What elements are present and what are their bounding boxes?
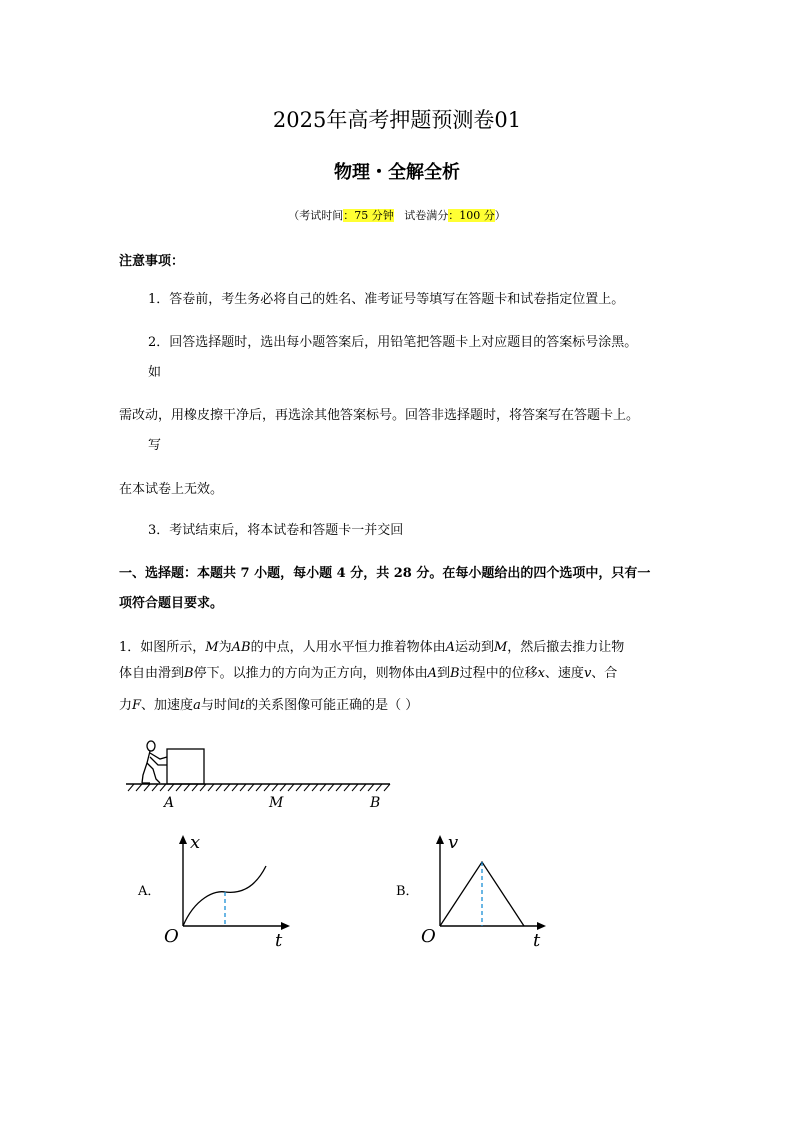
q1-text: 、速度	[544, 666, 584, 681]
q1-text: 体自由滑到	[119, 666, 185, 681]
q1-text: 力	[119, 698, 133, 713]
exam-info	[0, 207, 794, 223]
q1-text: 到	[436, 666, 450, 681]
q1-text: 运动到	[454, 640, 494, 655]
q1-text: 、加速度	[141, 698, 194, 713]
section-1-line-2: 项符合题目要求。	[119, 596, 224, 611]
q1-text: 过程中的位移	[459, 666, 538, 681]
q1-var-accel: a	[193, 698, 201, 713]
page-subtitle: 物理・全解全析	[334, 162, 460, 183]
q1-var-b: B	[450, 666, 460, 681]
q1-var-b: B	[184, 666, 194, 681]
q1-text: 的关系图像可能正确的是（ ）	[245, 698, 419, 713]
time-label: 考试时间	[299, 209, 344, 222]
note-item-2-line-2: 如	[148, 365, 162, 380]
q1-var-a: A	[445, 640, 455, 655]
x-axis-arrow-icon	[179, 835, 187, 844]
q1-text: 与时间	[200, 698, 240, 713]
v-axis-arrow-icon	[436, 835, 444, 844]
q1-var-x: x	[537, 666, 545, 681]
notes-heading: 注意事项：	[119, 254, 185, 269]
t-axis-arrow-icon	[281, 922, 290, 930]
q1-var-t: t	[239, 698, 246, 713]
origin-label: O	[421, 926, 436, 947]
page-title: 2025年高考押题预测卷01	[272, 108, 522, 132]
x-axis-label: x	[190, 832, 201, 853]
label-a: A	[164, 795, 175, 811]
origin-label: O	[164, 926, 179, 947]
q1-text: 1．如图所示，	[119, 640, 206, 655]
exam-info-close: ）	[494, 209, 506, 222]
t-axis-label: t	[533, 930, 541, 951]
exam-info-sep	[394, 209, 405, 222]
label-m: M	[269, 795, 284, 811]
ground-hatch	[128, 784, 390, 791]
note-item-2-line-4: 写	[148, 438, 162, 453]
q1-text: 的中点，人用水平恒力推着物体由	[250, 640, 446, 655]
person-icon	[142, 741, 167, 783]
score-value: ：100 分	[448, 209, 495, 222]
q1-var-v: v	[583, 666, 592, 681]
option-b-label[interactable]: B．	[396, 884, 419, 899]
option-a-label[interactable]: A．	[138, 884, 161, 899]
option-a-graph	[160, 828, 300, 953]
time-value: ：75 分钟	[343, 209, 394, 222]
score-label: 试卷满分	[404, 209, 449, 222]
section-1-line-1: 一、选择题：本题共 7 小题，每小题 4 分，共 28 分。在每小题给出的四个选项中，只有一	[119, 566, 651, 581]
question-1-line-2	[119, 665, 617, 683]
note-item-2-line-3: 需改动，用橡皮擦干净后，再选涂其他答案标号。回答非选择题时，将答案写在答题卡上。	[119, 408, 640, 423]
q1-var-ab: AB	[231, 640, 251, 655]
q1-var-f: F	[132, 698, 142, 713]
q1-var-m: M	[205, 640, 219, 655]
label-b: B	[370, 795, 381, 811]
q1-text: ，然后撤去推力让物	[507, 640, 625, 655]
t-axis-arrow-icon	[537, 922, 546, 930]
q1-text: 、合	[591, 666, 618, 681]
push-figure	[120, 735, 400, 815]
q1-text: 为	[218, 640, 232, 655]
note-item-2-line-5: 在本试卷上无效。	[119, 482, 224, 497]
note-item-2-line-1: 2．回答选择题时，选出每小题答案后，用铅笔把答题卡上对应题目的答案标号涂黑。	[148, 335, 638, 350]
question-1-line-3	[119, 697, 418, 715]
q1-var-m: M	[493, 640, 508, 655]
t-axis-label: t	[275, 930, 283, 951]
question-1-line-1	[119, 639, 624, 657]
exam-info-open: （	[288, 209, 300, 222]
v-axis-label: v	[448, 832, 459, 853]
q1-var-a: A	[427, 666, 437, 681]
note-item-1: 1．答卷前，考生务必将自己的姓名、准考证号等填写在答题卡和试卷指定位置上。	[148, 292, 625, 307]
note-item-3: 3．考试结束后，将本试卷和答题卡一并交回	[148, 523, 404, 538]
block	[167, 749, 204, 784]
option-b-graph	[418, 828, 558, 953]
q1-text: 停下。以推力的方向为正方向，则物体由	[193, 666, 428, 681]
